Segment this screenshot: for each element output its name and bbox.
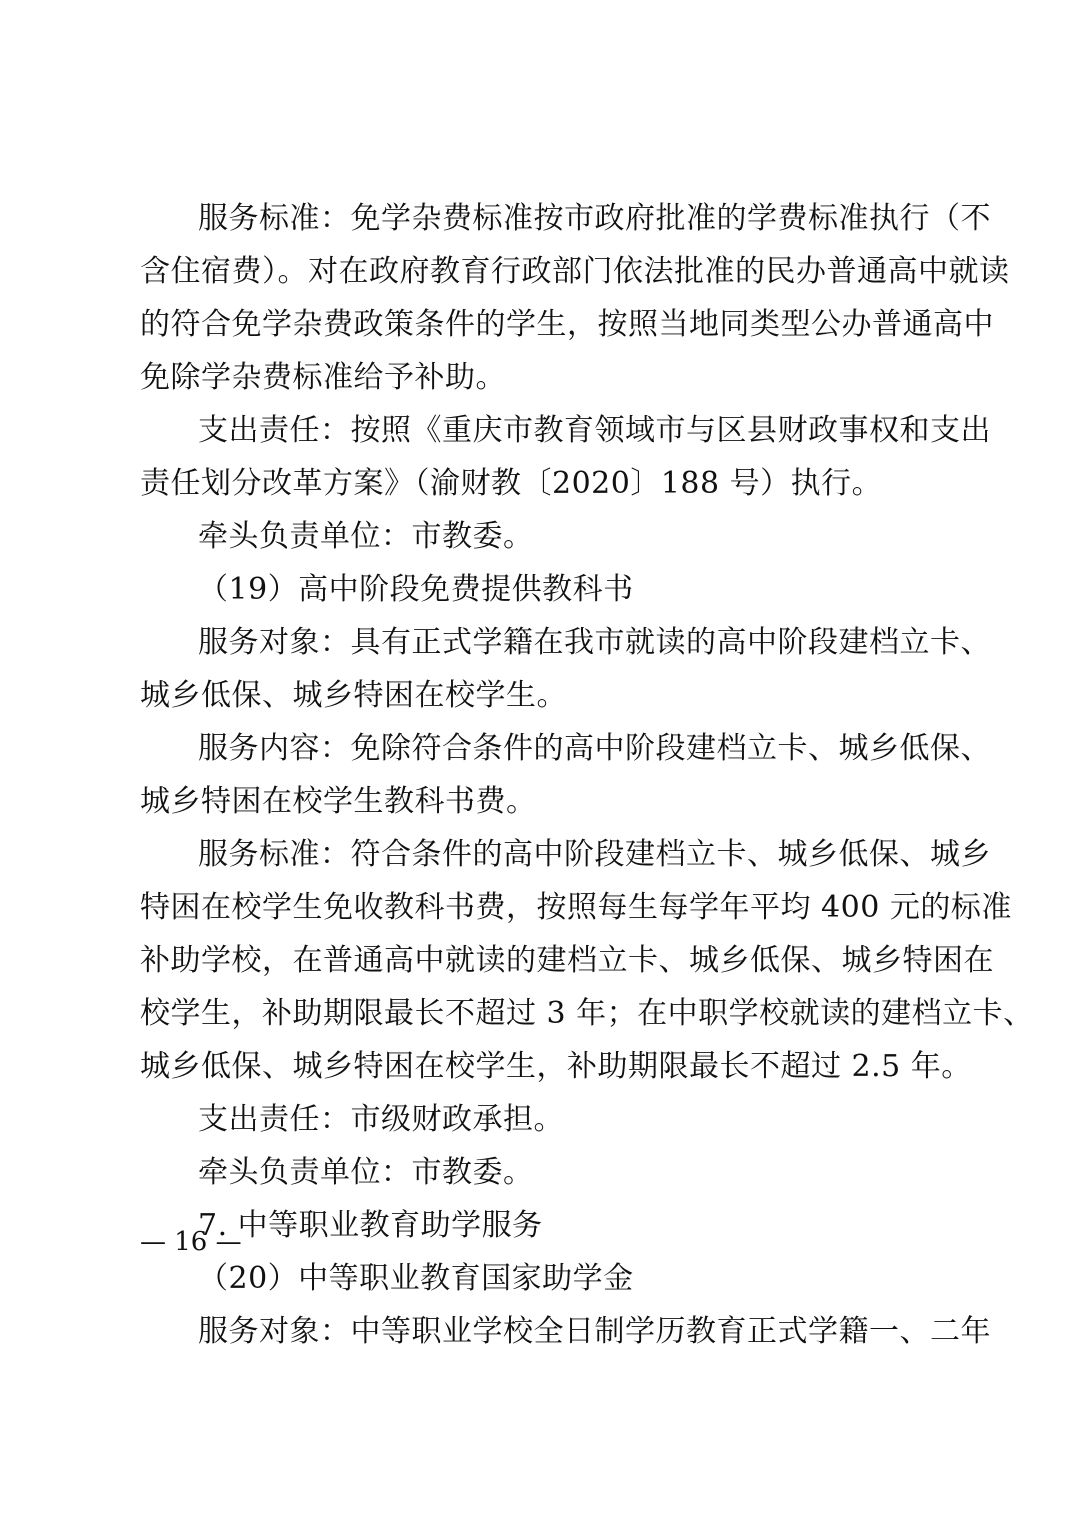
section-heading: （20）中等职业教育国家助学金: [198, 1261, 634, 1296]
paragraph-line: 服务对象：中等职业学校全日制学历教育正式学籍一、二年: [198, 1314, 991, 1349]
paragraph-line: 服务标准：符合条件的高中阶段建档立卡、城乡低保、城乡: [198, 837, 991, 872]
paragraph-line: 补助学校，在普通高中就读的建档立卡、城乡低保、城乡特困在: [140, 943, 994, 978]
paragraph-line: 支出责任：市级财政承担。: [198, 1102, 564, 1137]
paragraph-line: 免除学杂费标准给予补助。: [140, 360, 506, 395]
paragraph-line: 牵头负责单位：市教委。: [198, 1155, 534, 1190]
paragraph-line: 支出责任：按照《重庆市教育领域市与区县财政事权和支出: [198, 413, 991, 448]
paragraph-line: 校学生，补助期限最长不超过 3 年；在中职学校就读的建档立卡、: [140, 996, 1034, 1031]
paragraph-line: 服务标准：免学杂费标准按市政府批准的学费标准执行（不: [198, 201, 991, 236]
paragraph-line: 责任划分改革方案》（渝财教〔2020〕188 号）执行。: [140, 466, 883, 501]
section-heading: 7. 中等职业教育助学服务: [198, 1208, 543, 1243]
page-number: — 16 —: [140, 1227, 242, 1257]
paragraph-line: 城乡低保、城乡特困在校学生，补助期限最长不超过 2.5 年。: [140, 1049, 972, 1084]
document-body: [140, 192, 1034, 1358]
paragraph-line: 的符合免学杂费政策条件的学生，按照当地同类型公办普通高中: [140, 307, 994, 342]
paragraph-line: 牵头负责单位：市教委。: [198, 519, 534, 554]
section-heading: （19）高中阶段免费提供教科书: [198, 572, 634, 607]
paragraph-line: 服务内容：免除符合条件的高中阶段建档立卡、城乡低保、: [198, 731, 991, 766]
paragraph-line: 城乡特困在校学生教科书费。: [140, 784, 537, 819]
paragraph-line: 特困在校学生免收教科书费，按照每生每学年平均 400 元的标准: [140, 890, 1012, 925]
paragraph-line: 含住宿费）。对在政府教育行政部门依法批准的民办普通高中就读: [140, 254, 1010, 289]
paragraph-line: 城乡低保、城乡特困在校学生。: [140, 678, 567, 713]
paragraph-line: 服务对象：具有正式学籍在我市就读的高中阶段建档立卡、: [198, 625, 991, 660]
